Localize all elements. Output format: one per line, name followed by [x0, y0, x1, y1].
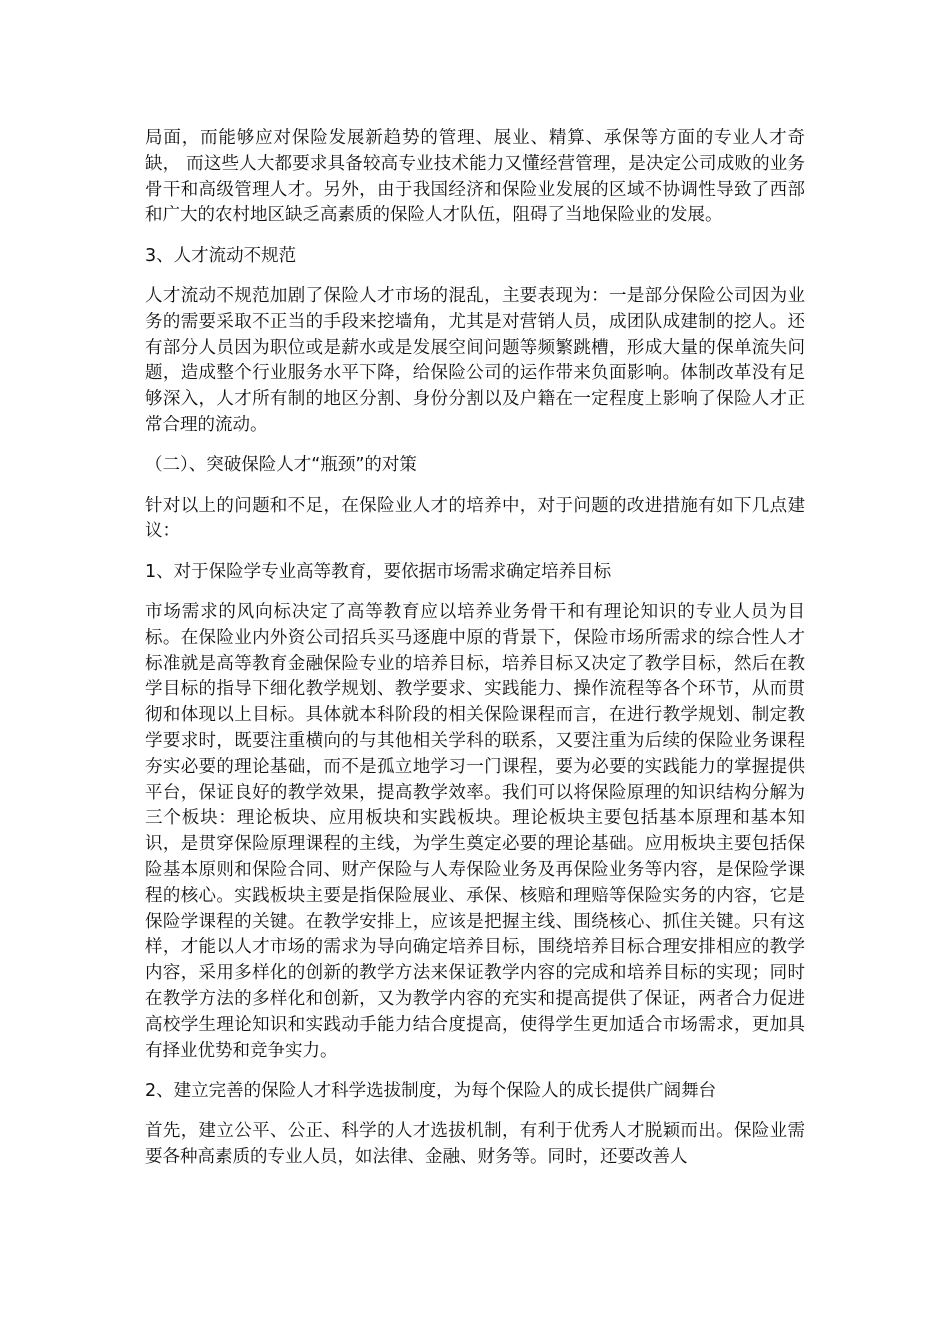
- heading-talent-flow: 3、人才流动不规范: [145, 245, 297, 266]
- heading-selection-system: 2、建立完善的保险人才科学选拔制度，为每个保险人的成长提供广阔舞台: [145, 1080, 717, 1101]
- paragraph-selection-system: 首先，建立公平、公正、科学的人才选拔机制，有利于优秀人才脱颖而出。保险业需要各种高素质的专业人员，如法律、金融、财务等。同时，还要改善人: [145, 1121, 805, 1167]
- document-page: [145, 126, 805, 1185]
- heading-countermeasures: （二）、突破保险人才“瓶颈”的对策: [145, 455, 417, 476]
- paragraph-talent-shortage: 局面，而能够应对保险发展新趋势的管理、展业、精算、承保等方面的专业人才奇缺， 而这些人大都要求具备较高专业技术能力又懂经营管理，是决定公司成败的业务骨干和高级管理人才。另外，由于我国经济和保险业发展的区域不协调性导致了西部和广大的农村地区缺乏高素质的保险人才队伍，阻碍了当地保险业的发展。: [145, 128, 805, 226]
- paragraph-suggestions-intro: 针对以上的问题和不足，在保险业人才的培养中，对于问题的改进措施有如下几点建议：: [145, 495, 805, 542]
- paragraph-talent-flow: 人才流动不规范加剧了保险人才市场的混乱，主要表现为：一是部分保险公司因为业务的需要采取不正当的手段来挖墙角，尤其是对营销人员，成团队成建制的挖人。还有部分人员因为职位或是薪水或是发展空间问题等频繁跳槽，形成大量的保单流失问题，造成整个行业服务水平下降，给保险公司的运作带来负面影响。体制改革没有足够深入，人才所有制的地区分割、身份分割以及户籍在一定程度上影响了保险人才正常合理的流动。: [145, 285, 805, 435]
- heading-higher-education: 1、对于保险学专业高等教育，要依据市场需求确定培养目标: [145, 561, 612, 582]
- paragraph-higher-education: 市场需求的风向标决定了高等教育应以培养业务骨干和有理论知识的专业人员为目标。在保险业内外资公司招兵买马逐鹿中原的背景下，保险市场所需求的综合性人才标准就是高等教育金融保险专业的培养目标，培养目标又决定了教学目标，然后在教学目标的指导下细化教学规划、教学要求、实践能力、操作流程等各个环节，从而贯彻和体现以上目标。具体就本科阶段的相关保险课程而言，在进行教学规划、制定教学要求时，既要注重横向的与其他相关学科的联系，又要注重为后续的保险业务课程夯实必要的理论基础，而不是孤立地学习一门课程，要为必要的实践能力的掌握提供平台，保证良好的教学效果，提高教学效率。我们可以将保险原理的知识结构分解为三个板块：理论板块、应用板块和实践板块。理论板块主要包括基本原理和基本知识，是贯穿保险原理课程的主线，为学生奠定必要的理论基础。应用板块主要包括保险基本原则和保险合同、财产保险与人寿保险业务及再保险业务等内容，是保险学课程的核心。实践板块主要是指保险展业、承保、核赔和理赔等保险实务的内容，它是保险学课程的关键。在教学安排上，应该是把握主线、围绕核心、抓住关键。只有这样，才能以人才市场的需求为导向确定培养目标，围绕培养目标合理安排相应的教学内容，采用多样化的创新的教学方法来保证教学内容的完成和培养目标的实现；同时在教学方法的多样化和创新，又为教学内容的充实和提高提供了保证，两者合力促进高校学生理论知识和实践动手能力结合度提高，使得学生更加适合市场需求，更加具有择业优势和竞争实力。: [145, 601, 805, 1061]
